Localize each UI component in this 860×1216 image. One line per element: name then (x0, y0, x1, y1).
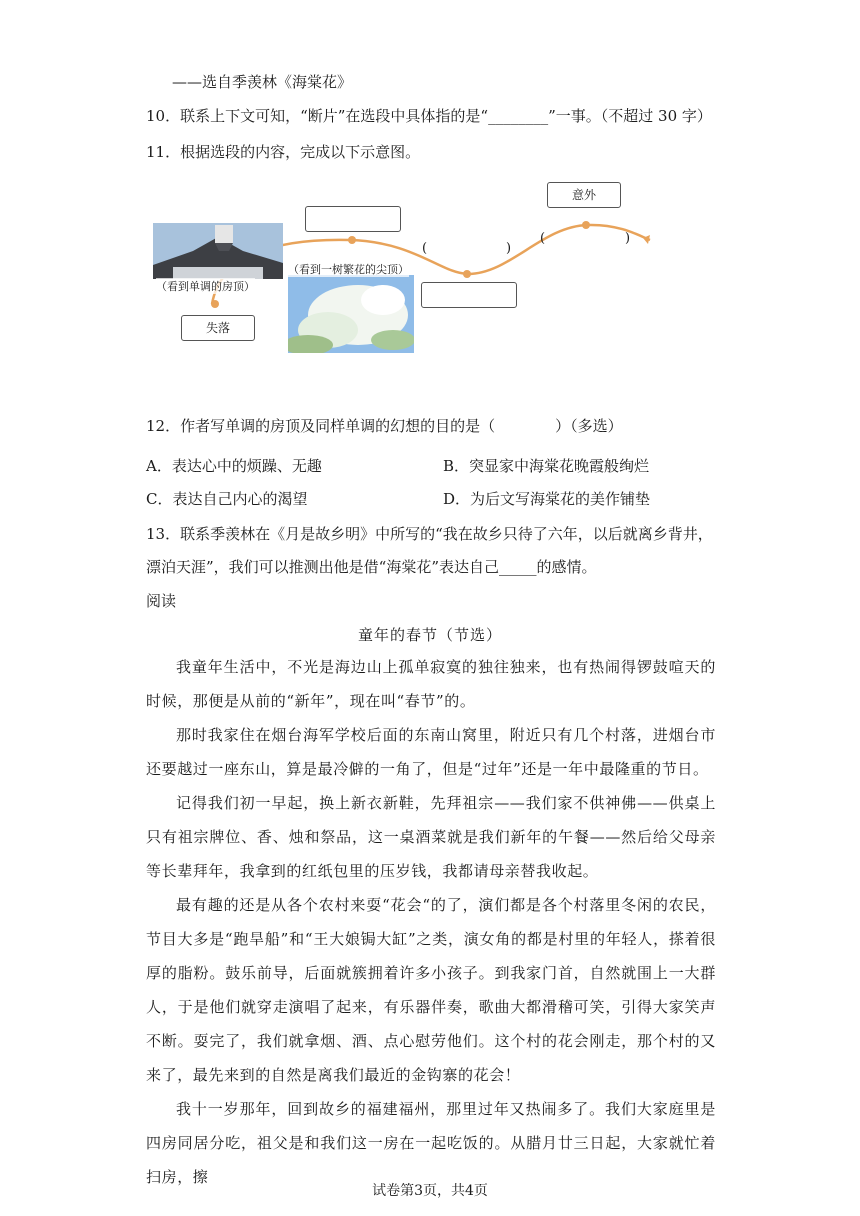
question-13-line-2: 漂泊天涯”，我们可以推测出他是借“海棠花”表达自己_____的感情。 (146, 558, 597, 576)
answer-box-2[interactable] (421, 282, 517, 308)
option-d[interactable]: D．为后文写海棠花的美作铺垫 (443, 490, 651, 508)
box-loss: 失落 (181, 315, 255, 341)
blank-paren-close-2: ) (625, 231, 631, 246)
flower-image (288, 275, 414, 353)
paragraph-3: 记得我们初一早起，换上新衣新鞋，先拜祖宗——我们家不供神佛——供桌上只有祖宗牌位、香、烛和祭品，这一桌酒菜就是我们新年的午餐——然后给父母亲等长辈拜年，我拿到的红纸包里的压岁钱，我都请母亲替我收起。 (146, 794, 716, 880)
option-a[interactable]: A．表达心中的烦躁、无趣 (146, 457, 322, 475)
section-label: 阅读 (146, 592, 177, 610)
curve-point-1 (211, 300, 219, 308)
question-11: 11．根据选段的内容，完成以下示意图。 (146, 143, 421, 161)
blank-paren-open-1: ( (422, 241, 428, 256)
answer-box-1[interactable] (305, 206, 401, 232)
question-12: 12．作者写单调的房顶及同样单调的幻想的目的是（ ）（多选） (146, 417, 623, 435)
q11-diagram (150, 178, 670, 368)
question-10: 10．联系上下文可知，“断片”在选段中具体指的是“________”一事。（不超过 30 字） (146, 107, 712, 125)
passage-title: 童年的春节（节选） (357, 626, 502, 644)
option-c[interactable]: C．表达自己内心的渴望 (146, 490, 308, 508)
blank-paren-close-1: ) (506, 241, 512, 256)
roof-label: （看到单调的房顶） (156, 280, 255, 293)
box-surprise: 意外 (547, 182, 621, 208)
curve-point-3 (463, 270, 471, 278)
paragraph-2: 那时我家住在烟台海军学校后面的东南山窝里，附近只有几个村落，进烟台市还要越过一座东山，算是最冷僻的一角了，但是“过年”还是一年中最隆重的节日。 (146, 726, 716, 778)
paragraph-4: 最有趣的还是从各个农村来耍“花会“的了，演们都是各个村落里冬闲的农民，节目大多是“跑旱船”和“王大娘锔大缸”之类，演女角的都是村里的年轻人，搽着很厚的脂粉。鼓乐前导，后面就簇拥着许多小孩子。到我家门首，自然就围上一大群人，于是他们就穿走演唱了起来，有乐器伴奏，歌曲大都滑稽可笑，引得大家笑声不断。耍完了，我们就拿烟、酒、点心慰劳他们。这个村的花会刚走，那个村的又来了，最先来到的自然是离我们最近的金钩寨的花会！ (146, 896, 716, 1084)
paragraph-1: 我童年生活中，不光是海边山上孤单寂寞的独往独来，也有热闹得锣鼓喧天的时候，那便是从前的“新年”，现在叫“春节”的。 (146, 658, 716, 710)
question-13-line-1: 13．联系季羡林在《月是故乡明》中所写的“我在故乡只待了六年，以后就离乡背井， (146, 525, 713, 543)
option-b[interactable]: B．突显家中海棠花晚霞般绚烂 (443, 457, 650, 475)
blank-paren-open-2: ( (540, 231, 546, 246)
page-footer: 试卷第3页，共4页 (372, 1183, 488, 1199)
curve-point-2 (348, 236, 356, 244)
paragraph-5: 我十一岁那年，回到故乡的福建福州，那里过年又热闹多了。我们大家庭里是四房同居分吃，祖父是和我们这一房在一起吃饭的。从腊月廿三日起，大家就忙着扫房，擦 (146, 1100, 716, 1186)
roof-image (153, 223, 283, 279)
source-line: ——选自季羡林《海棠花》 (172, 73, 353, 91)
flower-label: （看到一树繁花的尖顶） (288, 263, 409, 276)
curve-point-4 (582, 221, 590, 229)
